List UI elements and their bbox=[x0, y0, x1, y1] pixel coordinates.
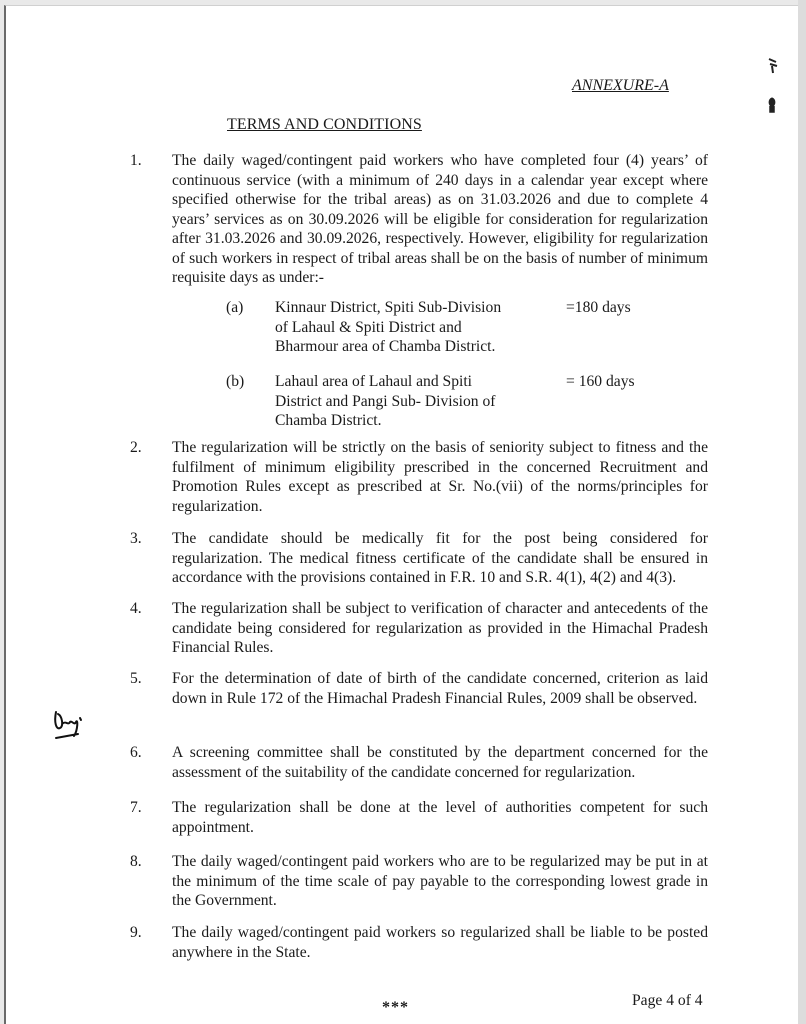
item-text: The daily waged/contingent paid workers so regularized shall be liable to be posted anywhere in the State. bbox=[172, 924, 708, 961]
term-item-4 bbox=[130, 599, 708, 658]
sub-days: = 160 days bbox=[566, 373, 635, 390]
item-number: 2. bbox=[130, 439, 142, 456]
item-number: 4. bbox=[130, 600, 142, 617]
item-text: The regularization will be strictly on the basis of seniority subject to fitness and the fulfilment of minimum eligibility prescribed in the concerned Recruitment and Promotion Rules except as prescribed at Sr. No.(vii) of the norms/principles for regularization. bbox=[172, 439, 708, 515]
sub-label: (a) bbox=[226, 299, 244, 316]
item-number: 1. bbox=[130, 152, 142, 169]
item-number: 6. bbox=[130, 744, 142, 761]
page-number: Page 4 of 4 bbox=[632, 992, 703, 1009]
sub-area: Kinnaur District, Spiti Sub-Division of Lahaul & Spiti District and Bharmour area of Chamba District. bbox=[275, 299, 502, 355]
document-page bbox=[4, 5, 798, 1024]
signature-icon bbox=[50, 708, 90, 742]
term-item-2 bbox=[130, 438, 708, 516]
margin-mark-icon bbox=[766, 56, 780, 76]
term-item-7 bbox=[130, 798, 708, 837]
item-number: 8. bbox=[130, 853, 142, 870]
item-text: The regularization shall be subject to verification of character and antecedents of the candidate being considered for regularization as provided in the Himachal Pradesh Financial Rules. bbox=[172, 600, 708, 656]
item-text: The daily waged/contingent paid workers who have completed four (4) years’ of continuous service (with a minimum of 240 days in a calendar year except where specified otherwise for the tribal areas) as on 31.03.2026 and due to complete 4 years’ services as on 30.09.2026 will be eligible for consideration for regularization after 31.03.2026 and 30.09.2026, respectively. However, eligibility for regularization of such workers in respect of tribal areas shall be on the basis of number of minimum requisite days as under:- bbox=[172, 152, 708, 286]
page-title: TERMS AND CONDITIONS bbox=[227, 116, 422, 133]
item-number: 5. bbox=[130, 670, 142, 687]
item-text: For the determination of date of birth of the candidate concerned, criterion as laid down in Rule 172 of the Himachal Pradesh Financial Rules, 2009 shall be observed. bbox=[172, 670, 708, 707]
item-text: The regularization shall be done at the level of authorities competent for such appointment. bbox=[172, 799, 708, 836]
item-text: The daily waged/contingent paid workers who are to be regularized may be put in at the minimum of the time scale of pay payable to the corresponding lowest grade in the Government. bbox=[172, 853, 708, 909]
sub-area: Lahaul area of Lahaul and Spiti District and Pangi Sub- Division of Chamba District. bbox=[275, 373, 496, 429]
term-item-8 bbox=[130, 852, 708, 911]
margin-mark-icon bbox=[766, 96, 778, 114]
sub-days: =180 days bbox=[566, 299, 631, 316]
end-of-document-mark: *** bbox=[382, 999, 409, 1016]
term-item-3 bbox=[130, 529, 708, 588]
scrollbar[interactable] bbox=[798, 0, 806, 1024]
sub-label: (b) bbox=[226, 373, 245, 390]
item-number: 3. bbox=[130, 530, 142, 547]
item-text: A screening committee shall be constituted by the department concerned for the assessment of the suitability of the candidate concerned for regularization. bbox=[172, 744, 708, 781]
item-number: 7. bbox=[130, 799, 142, 816]
term-item-9 bbox=[130, 923, 708, 962]
item-text: The candidate should be medically fit for the post being considered for regularization. The medical fitness certificate of the candidate shall be ensured in accordance with the provisions contained in F.R. 10 and S.R. 4(1), 4(2) and 4(3). bbox=[172, 530, 708, 586]
item-number: 9. bbox=[130, 924, 142, 941]
annexure-label: ANNEXURE-A bbox=[572, 77, 669, 94]
term-item-1 bbox=[130, 151, 708, 288]
term-item-6 bbox=[130, 743, 708, 782]
term-item-5 bbox=[130, 669, 708, 708]
